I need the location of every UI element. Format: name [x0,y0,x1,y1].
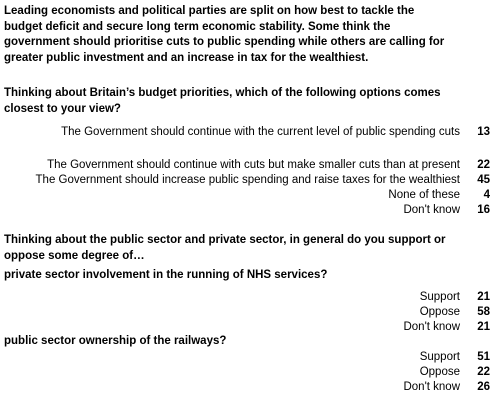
question-2-text [4,233,446,264]
intro-line: budget deficit and secure long term economic stability. Some think the [4,20,391,33]
intro-line: Leading economists and political parties are split on how best to tackle the [4,5,415,17]
q2a-option-row [0,290,500,305]
option-value: 21 [477,321,490,333]
option-value: 58 [477,306,490,318]
option-label: Oppose [419,306,460,318]
option-value: 16 [477,204,490,216]
option-label: Don't know [403,204,460,216]
q2b-option-row [0,380,500,395]
option-label: The Government should continue with cuts but make smaller cuts than at present [47,159,460,171]
intro-paragraph [4,4,444,66]
sub-question-2-title: public sector ownership of the railways? [4,335,227,347]
q1-option-row [0,125,500,140]
question-1-text [4,86,441,117]
option-value: 22 [477,159,490,171]
question-line: Thinking about Britain’s budget priorities, which of the following options comes [4,87,441,99]
option-label: Oppose [419,366,460,378]
option-value: 21 [477,291,490,303]
intro-line: government should prioritise cuts to public spending while others are calling for [4,36,445,48]
question-line: oppose some degree of… [4,249,145,262]
option-value: 4 [483,189,490,201]
option-value: 26 [477,381,490,393]
q1-option-row [0,188,500,203]
option-label: Support [419,351,460,363]
option-label: Don't know [403,381,460,393]
q1-option-row [0,203,500,218]
q1-option-row [0,158,500,173]
option-label: Don't know [403,321,460,333]
sub-question-1-title: private sector involvement in the running of NHS services? [4,269,328,281]
option-label: Support [419,291,460,303]
option-value: 51 [477,351,490,363]
question-line: Thinking about the public sector and private sector, in general do you support or [4,234,446,246]
option-value: 22 [477,366,490,378]
question-line: closest to your view? [4,102,121,115]
option-value: 45 [477,174,490,186]
q2a-option-row [0,320,500,335]
q2b-option-row [0,365,500,380]
q2b-option-row [0,350,500,365]
option-value: 13 [477,126,490,138]
option-label: None of these [388,189,460,201]
intro-line: greater public investment and an increase in tax for the wealthiest. [4,51,369,64]
option-label: The Government should continue with the current level of public spending cuts [61,126,460,138]
option-label: The Government should increase public spending and raise taxes for the wealthiest [35,174,460,186]
q2a-option-row [0,305,500,320]
q1-option-row [0,173,500,188]
